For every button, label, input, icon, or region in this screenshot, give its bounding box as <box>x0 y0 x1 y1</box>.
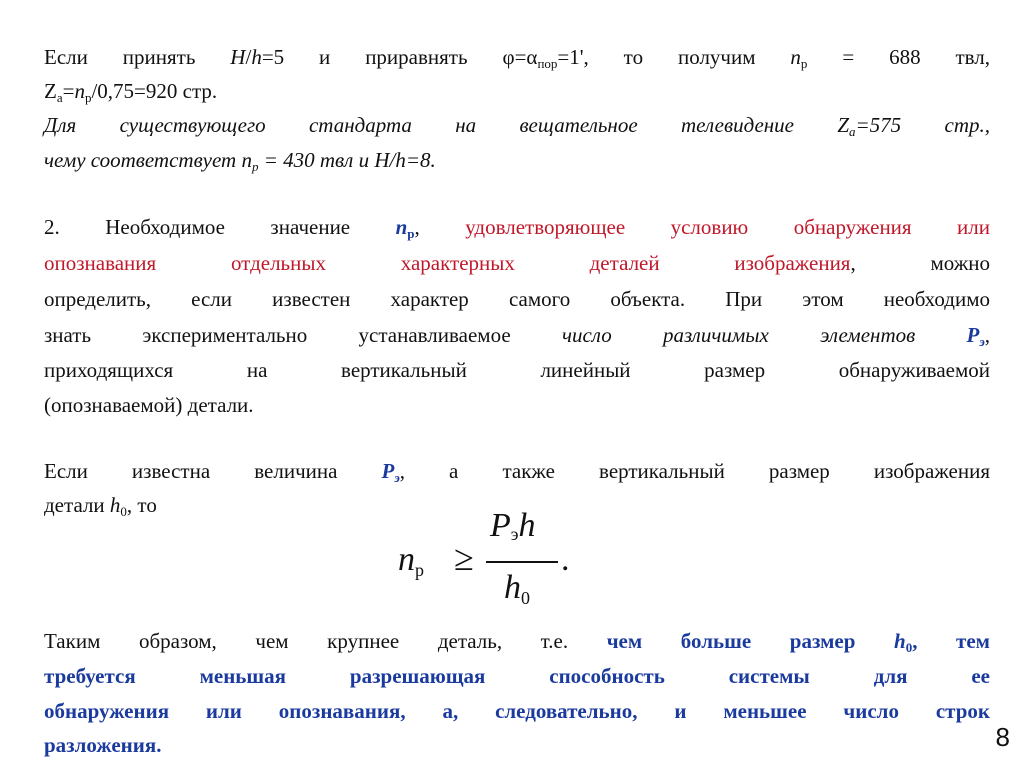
subscript: 0 <box>905 640 913 655</box>
text: чем больше размер <box>606 629 894 653</box>
text: = 430 твл и <box>258 148 375 172</box>
text: /0,75=920 стр. <box>91 79 218 103</box>
para3-line1 <box>44 456 990 486</box>
text: Если принять <box>44 45 231 69</box>
text: , а также вертикальный размер изображения <box>399 459 990 483</box>
page-number: 8 <box>995 722 1010 752</box>
formula-numerator <box>490 507 536 545</box>
subscript: р <box>415 560 424 580</box>
subscript: р <box>800 56 808 71</box>
subscript: p <box>407 226 415 241</box>
text: знать экспериментально устанавливаемое <box>44 323 562 347</box>
text: , <box>414 215 420 239</box>
subscript: пор <box>537 56 558 71</box>
formula-period: . <box>561 541 570 578</box>
formula-lhs <box>398 541 424 579</box>
text: Z <box>44 79 57 103</box>
para2-line5 <box>44 355 990 385</box>
text: P <box>966 323 980 347</box>
para2-line3 <box>44 284 990 314</box>
subscript: э <box>394 470 400 485</box>
text: n <box>398 541 415 578</box>
subscript: э <box>979 334 985 349</box>
formula-denominator <box>504 569 530 607</box>
subscript: a <box>56 90 63 105</box>
para4-line4 <box>44 730 990 760</box>
text: , тем <box>912 629 990 653</box>
para1-line2 <box>44 76 990 106</box>
text: = <box>62 79 75 103</box>
text: = 688 твл, <box>807 45 991 69</box>
text: удовлетворяющее условию обнаружения или <box>419 215 991 239</box>
text: =5 и приравнять φ=α <box>261 45 538 69</box>
subscript: р <box>84 90 92 105</box>
text: h <box>109 493 121 517</box>
text: разложения. <box>44 733 162 757</box>
text: n <box>790 45 801 69</box>
text: , можно <box>850 251 991 275</box>
text: (опознаваемой) детали. <box>44 393 254 417</box>
fraction-bar <box>486 561 558 563</box>
text: =1', то получим <box>557 45 791 69</box>
para1-line1 <box>44 42 990 72</box>
text: чему соответствует <box>44 148 242 172</box>
subscript: 0 <box>120 504 127 519</box>
text: определить, если известен характер самого объекта. При этом необходимо <box>44 287 990 311</box>
text: приходящихся на вертикальный линейный размер обнаруживаемой <box>44 358 990 382</box>
subscript: 0 <box>521 588 530 608</box>
text: P <box>490 507 511 544</box>
text: Для существующего стандарта на вещательное телевидение Z <box>44 113 850 137</box>
para2-line6 <box>44 390 990 420</box>
formula <box>398 505 598 615</box>
para2-line4 <box>44 320 990 350</box>
subscript: э <box>510 524 519 544</box>
text: детали <box>44 493 110 517</box>
text: число различимых элементов <box>561 323 967 347</box>
text: обнаружения или опознавания, а, следовательно, и меньшее число строк <box>44 699 990 723</box>
para1-line4 <box>44 145 990 175</box>
text: h <box>251 45 262 69</box>
text: 2. Необходимое значение <box>44 215 396 239</box>
text: =575 стр., <box>855 113 990 137</box>
text: , <box>984 323 990 347</box>
text: P <box>381 459 395 483</box>
text: h <box>504 569 521 606</box>
para4-line1 <box>44 626 990 656</box>
text: Таким образом, чем крупнее деталь, т.е. <box>44 629 607 653</box>
text: h <box>518 507 536 544</box>
para2-line1 <box>44 212 990 242</box>
text: n <box>241 148 252 172</box>
text: опознавания отдельных характерных деталей изображения <box>44 251 851 275</box>
para2-line2 <box>44 248 990 278</box>
text: требуется меньшая разрешающая способность системы для ее <box>44 664 990 688</box>
text: / <box>245 45 252 69</box>
para4-line3 <box>44 696 990 726</box>
text: n <box>395 215 408 239</box>
para4-line2 <box>44 661 990 691</box>
subscript: p <box>251 159 259 174</box>
geq-sign: ≥ <box>454 538 474 578</box>
text: , то <box>126 493 157 517</box>
para1-line3 <box>44 110 990 140</box>
text: h <box>894 629 906 653</box>
text: Если известна величина <box>44 459 382 483</box>
subscript: a <box>849 124 856 139</box>
text: H <box>230 45 246 69</box>
text: n <box>74 79 85 103</box>
text: H/h=8. <box>374 148 436 172</box>
